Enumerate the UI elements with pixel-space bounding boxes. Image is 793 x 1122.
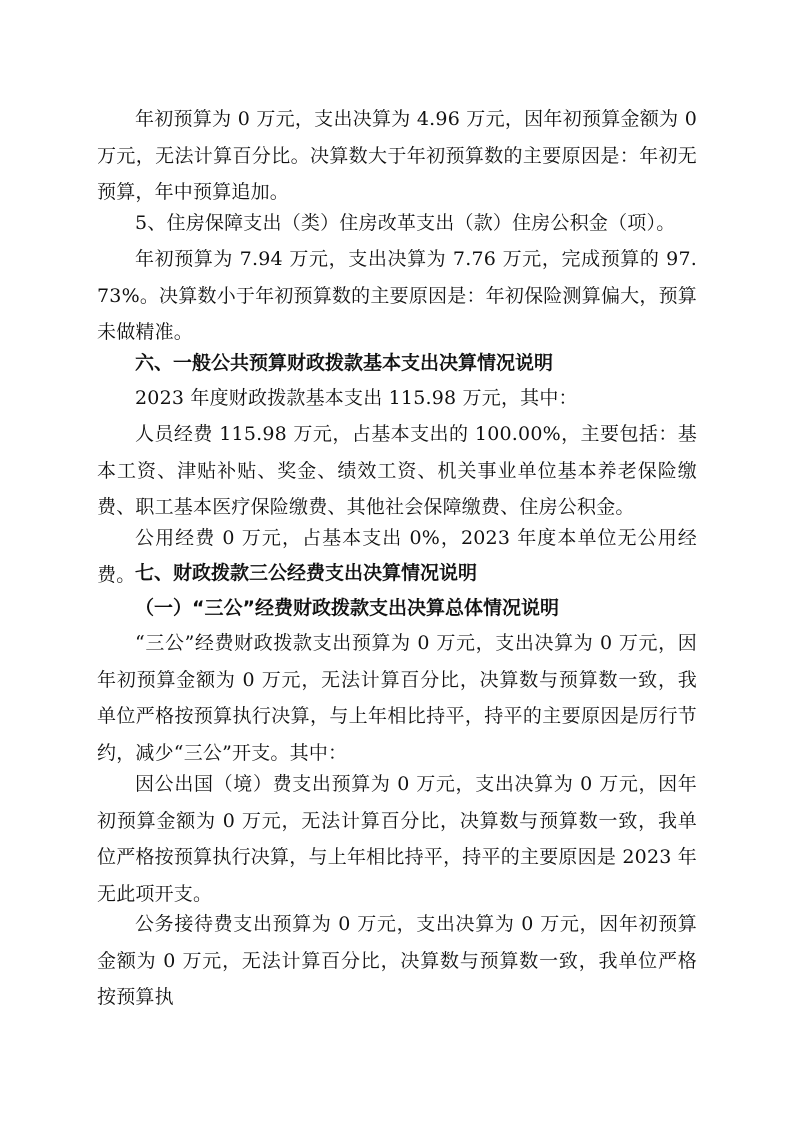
paragraph-personnel-expense: 人员经费 115.98 万元，占基本支出的 100.00%，主要包括：基本工资、津贴补贴、奖金、绩效工资、机关事业单位基本养老保险缴费、职工基本医疗保险缴费、其他社会保障缴费、住房公积金。 (97, 423, 697, 518)
section-heading-6: 六、一般公共预算财政拨款基本支出决算情况说明 (135, 352, 554, 374)
paragraph-basic-expenditure: 2023 年度财政拨款基本支出 115.98 万元，其中： (135, 387, 578, 409)
subsection-heading-1: （一）“三公”经费财政拨款支出决算总体情况说明 (135, 597, 559, 619)
section-heading-7: 七、财政拨款三公经费支出决算情况说明 (135, 562, 478, 584)
paragraph-official-reception: 公务接待费支出预算为 0 万元，支出决算为 0 万元，因年初预算金额为 0 万元，无法计算百分比，决算数与预算数一致，我单位严格按预算执 (97, 913, 697, 1008)
paragraph-housing-fund-detail: 年初预算为 7.94 万元，支出决算为 7.76 万元，完成预算的 97.73%。决算数小于年初预算数的主要原因是：年初保险测算偏大，预算未做精准。 (97, 248, 697, 343)
paragraph-public-expense: 公用经费 0 万元，占基本支出 0%，2023 年度本单位无公用经费。 (97, 527, 697, 586)
paragraph-three-public-overview: “三公”经费财政拨款支出预算为 0 万元，支出决算为 0 万元，因年初预算金额为 0 万元，无法计算百分比，决算数与预算数一致，我单位严格按预算执行决算，与上年相比持平，持平的主要原因是厉行节约，减少“三公”开支。其中： (97, 632, 697, 764)
paragraph-budget-adjustment: 年初预算为 0 万元，支出决算为 4.96 万元，因年初预算金额为 0 万元，无法计算百分比。决算数大于年初预算数的主要原因是：年初无预算，年中预算追加。 (97, 108, 697, 203)
paragraph-housing-fund-title: 5、住房保障支出（类）住房改革支出（款）住房公积金（项）。 (135, 212, 676, 234)
paragraph-overseas-travel: 因公出国（境）费支出预算为 0 万元，支出决算为 0 万元，因年初预算金额为 0 万元，无法计算百分比，决算数与预算数一致，我单位严格按预算执行决算，与上年相比持平，持平的主要原因是 2023 年无此项开支。 (97, 773, 697, 905)
